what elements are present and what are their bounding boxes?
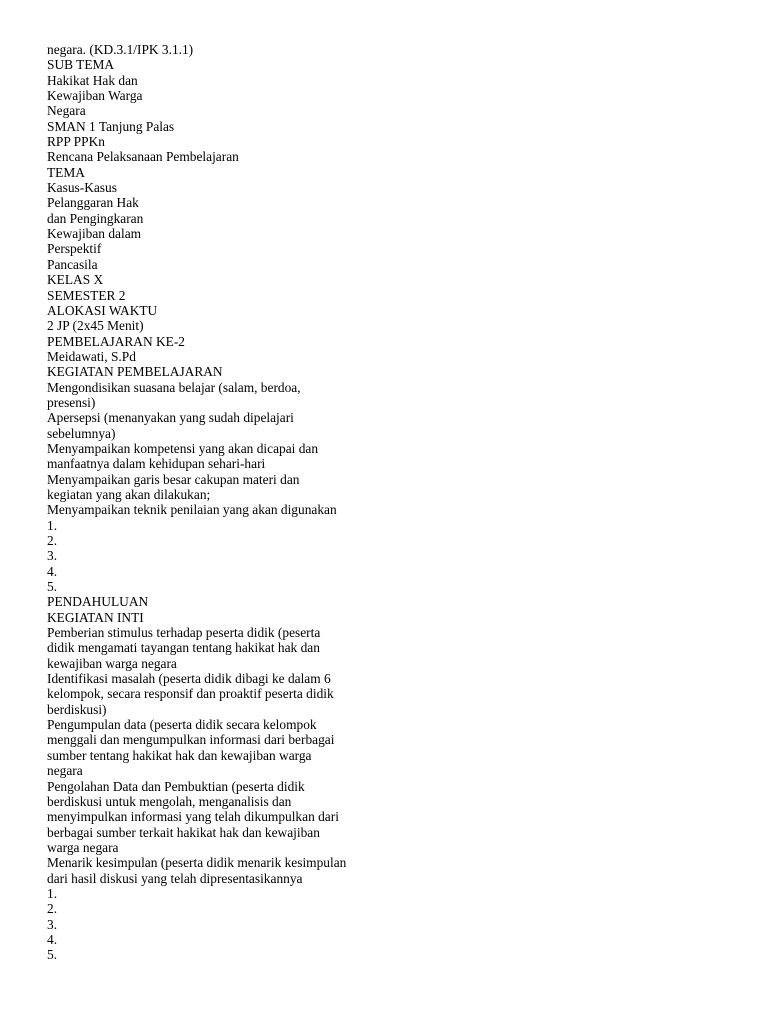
text-line: SEMESTER 2 <box>47 287 126 303</box>
text-line: berbagai sumber terkait hakikat hak dan kewajiban <box>47 824 320 840</box>
text-line: PENDAHULUAN <box>47 594 149 610</box>
text-line: kegiatan yang akan dilakukan; <box>47 486 211 502</box>
text-line: ALOKASI WAKTU <box>47 302 158 318</box>
text-line: SUB TEMA <box>47 57 115 73</box>
text-line: presensi) <box>47 394 96 410</box>
text-line: Pengumpulan data (peserta didik secara kelompok <box>47 717 317 733</box>
text-line: kelompok, secara responsif dan proaktif peserta didik <box>47 686 334 702</box>
text-line: 4. <box>47 931 58 947</box>
text-line: PEMBELAJARAN KE-2 <box>47 333 185 349</box>
text-line: Menyampaikan garis besar cakupan materi dan <box>47 471 300 487</box>
text-line: 2. <box>47 533 58 548</box>
text-line: KEGIATAN PEMBELAJARAN <box>47 364 223 380</box>
text-line: 4. <box>47 563 58 579</box>
text-line: menyimpulkan informasi yang telah dikumpulkan dari <box>47 809 339 825</box>
text-line: berdiskusi untuk mengolah, menganalisis dan <box>47 793 292 809</box>
text-line: Identifikasi masalah (peserta didik dibagi ke dalam 6 <box>47 671 331 687</box>
text-line: dan Pengingkaran <box>47 210 144 226</box>
text-line: menggali dan mengumpulkan informasi dari berbagai <box>47 732 335 748</box>
text-line: Rencana Pelaksanaan Pembelajaran <box>47 149 239 165</box>
text-line: RPP PPKn <box>47 134 105 150</box>
text-line: negara. (KD.3.1/IPK 3.1.1) <box>47 42 194 57</box>
text-line: Perspektif <box>47 241 102 257</box>
text-line: 2. <box>47 901 58 917</box>
text-line: 3. <box>47 916 58 932</box>
text-line: 2 JP (2x45 Menit) <box>47 318 144 334</box>
text-line: Menarik kesimpulan (peserta didik menarik kesimpulan <box>47 855 347 871</box>
text-line: negara <box>47 763 83 779</box>
text-line: 3. <box>47 548 58 564</box>
text-line: warga negara <box>47 839 119 855</box>
text-line: sumber tentang hakikat hak dan kewajiban warga <box>47 747 312 763</box>
text-line: Pancasila <box>47 256 98 272</box>
text-line: kewajiban warga negara <box>47 655 177 671</box>
text-line: TEMA <box>47 164 85 180</box>
text-line: 1. <box>47 517 58 533</box>
text-line: Mengondisikan suasana belajar (salam, berdoa, <box>47 379 301 395</box>
text-line: KEGIATAN INTI <box>47 609 144 625</box>
text-line: Kewajiban dalam <box>47 226 142 242</box>
text-line: Menyampaikan kompetensi yang akan dicapai dan <box>47 440 319 456</box>
text-line: Negara <box>47 103 86 119</box>
text-line: sebelumnya) <box>47 425 116 441</box>
text-line: Pengolahan Data dan Pembuktian (peserta didik <box>47 778 305 794</box>
text-line: berdiskusi) <box>47 701 107 717</box>
text-line: 1. <box>47 885 58 901</box>
text-line: manfaatnya dalam kehidupan sehari-hari <box>47 456 266 472</box>
document-text-block <box>47 42 377 963</box>
text-line: Pemberian stimulus terhadap peserta didik (peserta <box>47 625 321 641</box>
text-line: Kasus-Kasus <box>47 180 117 196</box>
text-line: Menyampaikan teknik penilaian yang akan digunakan <box>47 502 337 518</box>
text-line: 5. <box>47 579 58 595</box>
text-line: didik mengamati tayangan tentang hakikat hak dan <box>47 640 320 656</box>
text-line: dari hasil diskusi yang telah dipresentasikannya <box>47 870 303 886</box>
text-line: Kewajiban Warga <box>47 88 143 104</box>
text-line: SMAN 1 Tanjung Palas <box>47 118 175 134</box>
text-line: 5. <box>47 947 58 963</box>
text-line: Meidawati, S.Pd <box>47 348 136 364</box>
text-line: Pelanggaran Hak <box>47 195 139 211</box>
text-line: Apersepsi (menanyakan yang sudah dipelajari <box>47 410 294 426</box>
text-line: KELAS X <box>47 272 104 288</box>
text-line: Hakikat Hak dan <box>47 72 138 88</box>
